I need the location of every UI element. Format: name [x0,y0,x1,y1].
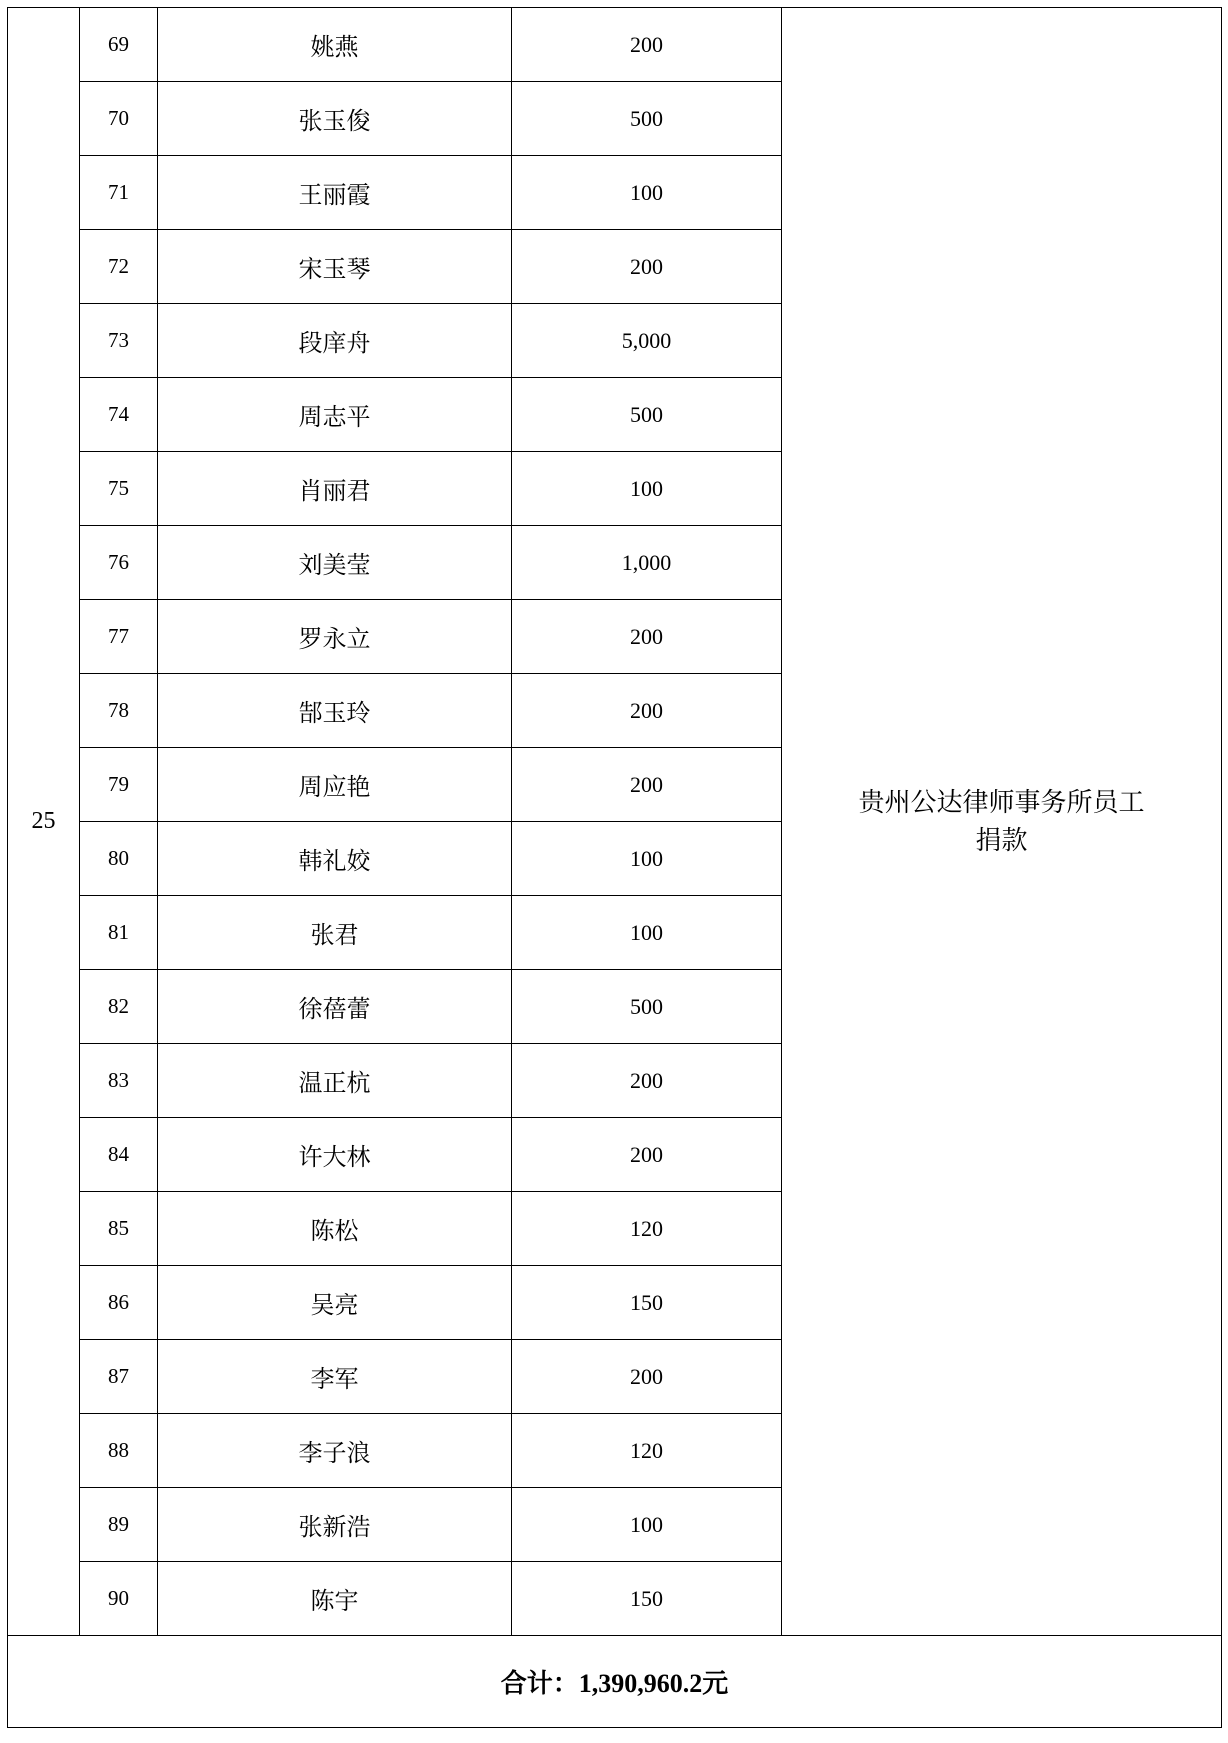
donation-amount-cell: 5,000 [512,304,782,378]
donor-name-cell: 吴亮 [158,1266,512,1340]
serial-number-cell: 90 [80,1562,158,1636]
serial-number-cell: 88 [80,1414,158,1488]
serial-number-cell: 69 [80,8,158,82]
group-number-cell: 25 [8,8,80,1636]
donation-amount-cell: 120 [512,1192,782,1266]
donor-name-cell: 徐蓓蕾 [158,970,512,1044]
donation-amount-cell: 100 [512,452,782,526]
donation-amount-cell: 200 [512,230,782,304]
serial-number-cell: 72 [80,230,158,304]
donor-name-cell: 宋玉琴 [158,230,512,304]
donor-name-cell: 周志平 [158,378,512,452]
donation-amount-cell: 500 [512,82,782,156]
donation-amount-cell: 200 [512,8,782,82]
serial-number-cell: 77 [80,600,158,674]
donation-amount-cell: 200 [512,1044,782,1118]
donation-amount-cell: 200 [512,1118,782,1192]
serial-number-cell: 78 [80,674,158,748]
serial-number-cell: 76 [80,526,158,600]
serial-number-cell: 83 [80,1044,158,1118]
serial-number-cell: 86 [80,1266,158,1340]
donor-name-cell: 肖丽君 [158,452,512,526]
donation-amount-cell: 200 [512,1340,782,1414]
serial-number-cell: 84 [80,1118,158,1192]
donation-amount-cell: 150 [512,1562,782,1636]
donor-name-cell: 姚燕 [158,8,512,82]
serial-number-cell: 85 [80,1192,158,1266]
total-row [8,1636,1222,1728]
total-section [8,1636,1222,1728]
donor-name-cell: 罗永立 [158,600,512,674]
donor-name-cell: 李子浪 [158,1414,512,1488]
donation-amount-cell: 500 [512,970,782,1044]
donation-amount-cell: 200 [512,674,782,748]
donation-amount-cell: 200 [512,600,782,674]
donor-name-cell: 许大林 [158,1118,512,1192]
donor-name-cell: 陈宇 [158,1562,512,1636]
serial-number-cell: 75 [80,452,158,526]
serial-number-cell: 74 [80,378,158,452]
serial-number-cell: 89 [80,1488,158,1562]
donor-name-cell: 陈松 [158,1192,512,1266]
serial-number-cell: 87 [80,1340,158,1414]
donor-name-cell: 段庠舟 [158,304,512,378]
donation-amount-cell: 150 [512,1266,782,1340]
donation-amount-cell: 200 [512,748,782,822]
serial-number-cell: 81 [80,896,158,970]
donation-amount-cell: 1,000 [512,526,782,600]
donor-name-cell: 韩礼姣 [158,822,512,896]
donation-amount-cell: 120 [512,1414,782,1488]
donor-name-cell: 李军 [158,1340,512,1414]
serial-number-cell: 71 [80,156,158,230]
donation-amount-cell: 100 [512,822,782,896]
donation-amount-cell: 100 [512,1488,782,1562]
donation-table [7,7,1222,1728]
remark-text: 贵州公达律师事务所员工捐款 [858,787,1145,855]
donor-name-cell: 张玉俊 [158,82,512,156]
remark-cell [782,8,1222,1636]
donor-name-cell: 王丽霞 [158,156,512,230]
donor-name-cell: 郜玉玲 [158,674,512,748]
serial-number-cell: 73 [80,304,158,378]
serial-number-cell: 70 [80,82,158,156]
serial-number-cell: 82 [80,970,158,1044]
table-row [8,8,1222,82]
donation-amount-cell: 100 [512,156,782,230]
donation-rows [8,8,1222,1636]
donor-name-cell: 刘美莹 [158,526,512,600]
serial-number-cell: 79 [80,748,158,822]
donor-name-cell: 张新浩 [158,1488,512,1562]
serial-number-cell: 80 [80,822,158,896]
donor-name-cell: 温正杭 [158,1044,512,1118]
donation-amount-cell: 500 [512,378,782,452]
total-cell: 合计：1,390,960.2元 [8,1636,1222,1728]
donor-name-cell: 张君 [158,896,512,970]
donor-name-cell: 周应艳 [158,748,512,822]
donation-amount-cell: 100 [512,896,782,970]
